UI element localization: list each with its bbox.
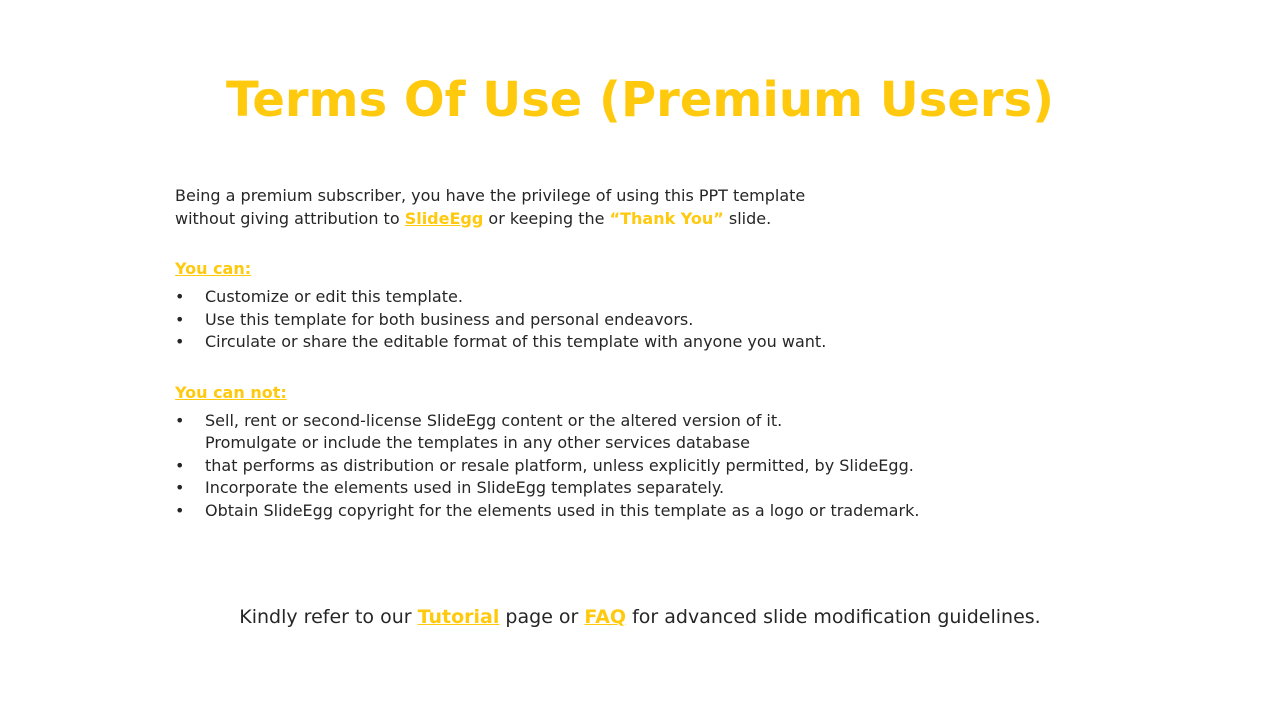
intro-line-1: Being a premium subscriber, you have the privilege of using this PPT template — [175, 186, 806, 205]
terms-content — [175, 185, 1075, 550]
thank-you-highlight: “Thank You” — [609, 208, 724, 228]
list-item — [175, 477, 1075, 500]
list-continuation-text: Promulgate or include the templates in any other services database — [205, 433, 751, 452]
bullet-icon: • — [175, 309, 185, 329]
list-item-text: Use this template for both business and personal endeavors. — [205, 309, 694, 329]
list-item-text: Incorporate the elements used in SlideEgg templates separately. — [205, 478, 725, 497]
list-item — [175, 410, 1075, 433]
page-title: Terms Of Use (Premium Users) — [225, 72, 1055, 128]
slideegg-link[interactable]: SlideEgg — [404, 208, 484, 228]
bullet-icon: • — [175, 410, 185, 430]
footer-middle: page or — [499, 606, 585, 628]
footer-note — [0, 603, 1280, 631]
list-item-text: Circulate or share the editable format of this template with anyone you want. — [205, 332, 827, 351]
list-item — [175, 286, 1075, 309]
bullet-icon: • — [175, 332, 185, 351]
intro-line-2-middle: or keeping the — [483, 208, 610, 228]
intro-line-2-prefix: without giving attribution to — [175, 208, 405, 228]
list-item — [175, 455, 1075, 478]
you-can-not-list — [175, 410, 1075, 523]
bullet-icon: • — [175, 500, 185, 520]
bullet-icon: • — [175, 455, 185, 475]
faq-link[interactable]: FAQ — [584, 606, 627, 628]
footer-suffix: for advanced slide modification guidelines. — [626, 606, 1041, 628]
list-item — [175, 500, 1075, 523]
list-item — [175, 331, 1075, 354]
list-item-text: that performs as distribution or resale platform, unless explicitly permitted, by SlideEgg. — [205, 455, 914, 475]
footer-prefix: Kindly refer to our — [239, 606, 418, 628]
list-item-text: Obtain SlideEgg copyright for the elements used in this template as a logo or trademark. — [205, 500, 920, 520]
you-can-heading: You can: — [175, 259, 252, 278]
you-can-list — [175, 286, 1075, 354]
intro-line-2-suffix: slide. — [723, 208, 772, 228]
bullet-icon: • — [175, 478, 185, 497]
list-item — [175, 309, 1075, 332]
you-can-not-heading: You can not: — [175, 382, 287, 402]
tutorial-link[interactable]: Tutorial — [417, 606, 500, 628]
bullet-icon: • — [175, 287, 185, 306]
list-item-text: Customize or edit this template. — [205, 287, 463, 306]
intro-paragraph — [175, 185, 1075, 230]
list-item-text: Sell, rent or second-license SlideEgg content or the altered version of it. — [205, 410, 783, 430]
